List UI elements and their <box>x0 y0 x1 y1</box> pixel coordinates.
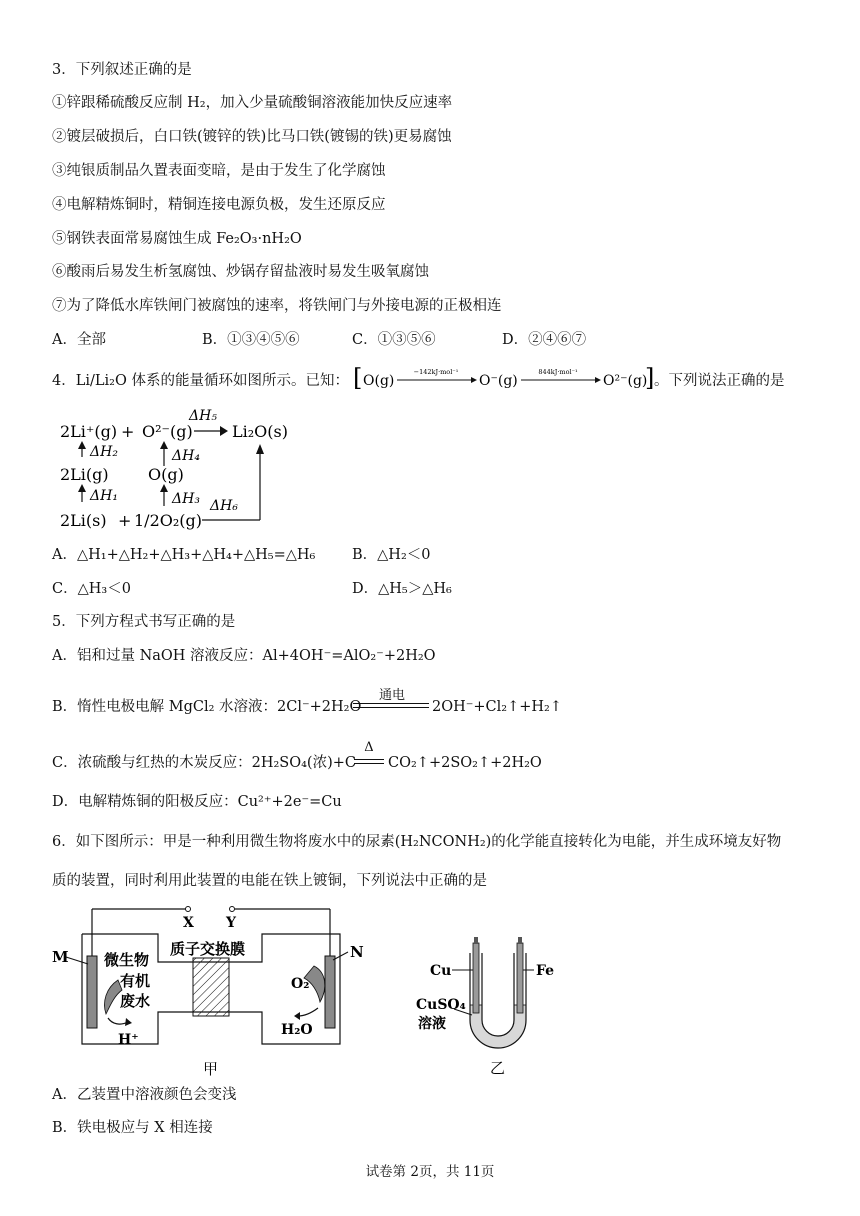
organic-label-1: 有机 <box>120 972 151 990</box>
q3-item-4: ④电解精炼铜时，精铜连接电源负极，发生还原反应 <box>52 197 386 213</box>
svg-text:O⁻(g): O⁻(g) <box>479 373 518 389</box>
q4-option-b: B．△H₂＜0 <box>352 547 431 563</box>
q4-energy-2: 844kJ·mol⁻¹ <box>538 368 578 376</box>
q6-stem-line-1: 6．如下图所示：甲是一种利用微生物将废水中的尿素(H₂NCONH₂)的化学能直接转化为电能，并生成环境友好物 <box>52 834 782 850</box>
svg-text:O²⁻(g): O²⁻(g) <box>603 373 648 389</box>
q3-option-d: D．②④⑥⑦ <box>502 332 587 348</box>
q4-energy-1: −142kJ·mol⁻¹ <box>413 368 459 376</box>
membrane-label: 质子交换膜 <box>170 940 246 958</box>
q5-option-b-right: 2OH⁻+Cl₂↑+H₂↑ <box>432 699 563 715</box>
svg-text:O(g): O(g) <box>363 373 395 389</box>
q3-option-a: A．全部 <box>52 332 106 348</box>
q3-option-c: C．①③⑤⑥ <box>352 332 436 348</box>
label-yi: 乙 <box>490 1059 506 1077</box>
cell-diagram-jia <box>48 902 388 1080</box>
q3-item-2: ②镀层破损后，白口铁(镀锌的铁)比马口铁(镀锡的铁)更易腐蚀 <box>52 129 452 145</box>
q4-stem-b: 。下列说法正确的是 <box>654 373 785 389</box>
o2-label: O₂ <box>291 976 310 992</box>
electrode-n-label: N <box>350 943 364 961</box>
svg-text:[: [ <box>353 364 363 392</box>
label-jia: 甲 <box>203 1060 219 1078</box>
solution-label: 溶液 <box>418 1016 446 1032</box>
terminal-y-label: Y <box>226 915 236 931</box>
diagram-dh6: ΔH₆ <box>210 498 238 514</box>
q5-option-c-right: CO₂↑+2SO₂↑+2H₂O <box>388 755 542 771</box>
organic-label-2: 废水 <box>120 992 151 1010</box>
hplus-label: H⁺ <box>118 1032 139 1048</box>
q4-option-d: D．△H₅＞△H₆ <box>352 581 452 597</box>
q4-option-a: A．△H₁+△H₂+△H₃+△H₄+△H₅=△H₆ <box>52 547 316 563</box>
q3-option-b: B．①③④⑤⑥ <box>202 332 300 348</box>
q5-option-b-left: B．惰性电极电解 MgCl₂ 水溶液：2Cl⁻+2H₂O <box>52 699 362 715</box>
diagram-dh3: ΔH₃ <box>172 491 200 507</box>
q3-item-5: ⑤钢铁表面常易腐蚀生成 Fe₂O₃·nH₂O <box>52 231 302 247</box>
q5-option-c-left: C．浓硫酸与红热的木炭反应：2H₂SO₄(浓)+C <box>52 755 356 771</box>
diagram-o-g: O(g) <box>148 465 184 484</box>
q6-option-a: A．乙装置中溶液颜色会变浅 <box>52 1087 237 1103</box>
fe-electrode-label: Fe <box>536 963 555 979</box>
q5-stem: 5．下列方程式书写正确的是 <box>52 614 236 630</box>
q5-c-equals <box>354 759 384 764</box>
plating-diagram-yi <box>410 935 570 1080</box>
diagram-2li-plus-g: 2Li⁺(g) <box>60 422 118 441</box>
energy-cycle-diagram <box>52 402 312 534</box>
svg-text:]: ] <box>645 364 655 392</box>
q6-stem-line-2: 质的装置，同时利用此装置的电能在铁上镀铜，下列说法中正确的是 <box>52 873 487 889</box>
q5-option-d: D．电解精炼铜的阳极反应：Cu²⁺+2e⁻=Cu <box>52 794 342 810</box>
diagram-dh1: ΔH₁ <box>90 488 118 504</box>
diagram-plus-1: + <box>121 422 135 441</box>
q3-item-3: ③纯银质制品久置表面变暗，是由于发生了化学腐蚀 <box>52 163 386 179</box>
diagram-half-o2-g: 1/2O₂(g) <box>134 511 203 530</box>
diagram-dh4: ΔH₄ <box>172 448 200 464</box>
q3-item-7: ⑦为了降低水库铁闸门被腐蚀的速率，将铁闸门与外接电源的正极相连 <box>52 298 502 314</box>
page-footer: 试卷第 2页，共 11页 <box>365 1164 495 1180</box>
diagram-dh2: ΔH₂ <box>90 444 118 460</box>
diagram-2li-s: 2Li(s) <box>60 511 107 530</box>
q5-option-a: A．铝和过量 NaOH 溶液反应：Al+4OH⁻=AlO₂⁻+2H₂O <box>52 648 436 664</box>
q4-reaction-chain <box>353 361 653 397</box>
q3-item-6: ⑥酸雨后易发生析氢腐蚀、炒锅存留盐液时易发生吸氧腐蚀 <box>52 264 429 280</box>
q4-option-c: C．△H₃＜0 <box>52 581 131 597</box>
diagram-li2o-s: Li₂O(s) <box>232 422 288 441</box>
microbe-label: 微生物 <box>104 951 150 969</box>
q3-stem: 3．下列叙述正确的是 <box>52 62 192 78</box>
diagram-2li-g: 2Li(g) <box>60 465 109 484</box>
electrode-m-label: M <box>52 948 69 966</box>
q5-b-equals <box>353 703 429 708</box>
q3-item-1: ①锌跟稀硫酸反应制 H₂，加入少量硫酸铜溶液能加快反应速率 <box>52 95 453 111</box>
q4-stem-a: 4．Li/Li₂O 体系的能量循环如图所示。已知： <box>52 373 349 389</box>
diagram-o2minus-g: O²⁻(g) <box>142 422 193 441</box>
h2o-label: H₂O <box>281 1022 313 1038</box>
q6-option-b: B．铁电极应与 X 相连接 <box>52 1120 213 1136</box>
q5-c-condition: Δ <box>364 740 374 755</box>
q5-b-condition: 通电 <box>378 688 405 703</box>
diagram-dh5: ΔH₅ <box>189 408 217 424</box>
cuso4-label: CuSO₄ <box>416 997 466 1013</box>
cu-electrode-label: Cu <box>430 963 452 979</box>
terminal-x-label: X <box>183 915 194 931</box>
diagram-plus-3: + <box>118 511 132 530</box>
